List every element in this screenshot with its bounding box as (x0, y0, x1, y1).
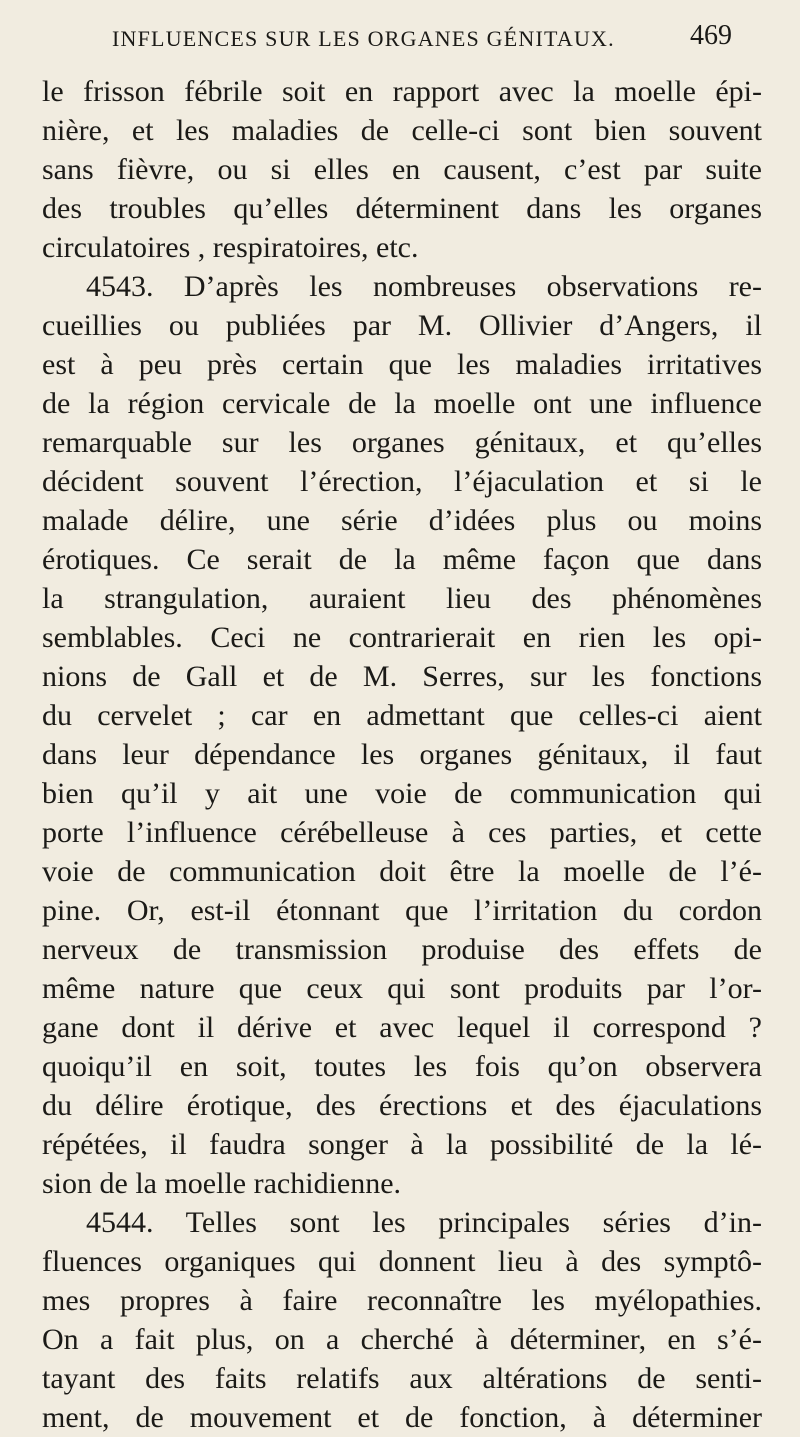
text-line: nions de Gall et de M. Serres, sur les fonctions (42, 660, 762, 693)
running-head (112, 18, 732, 58)
page-number: 469 (690, 20, 732, 51)
text-line: nière, et les maladies de celle-ci sont bien souvent (42, 114, 762, 147)
text-line: ment, de mouvement et de fonction, à déterminer (42, 1401, 762, 1434)
text-line: dans leur dépendance les organes génitaux, il faut (42, 738, 762, 771)
text-line: remarquable sur les organes génitaux, et qu’elles (42, 426, 762, 459)
text-line: du délire érotique, des érections et des éjaculations (42, 1089, 762, 1122)
text-line: circulatoires , respiratoires, etc. (42, 231, 419, 264)
paragraph-4543-start: 4543. D’après les nombreuses observations re- (86, 270, 762, 303)
running-title: INFLUENCES SUR LES ORGANES GÉNITAUX. (112, 26, 615, 51)
text-line: cueillies ou publiées par M. Ollivier d’Angers, il (42, 309, 762, 342)
text-line: érotiques. Ce serait de la même façon que dans (42, 543, 762, 576)
paragraph-4544-start: 4544. Telles sont les principales séries d’in- (86, 1206, 762, 1239)
text-line: nerveux de transmission produise des effets de (42, 933, 762, 966)
text-line: de la région cervicale de la moelle ont une influence (42, 387, 762, 420)
text-line: sans fièvre, ou si elles en causent, c’est par suite (42, 153, 762, 186)
text-line: mes propres à faire reconnaître les myélopathies. (42, 1284, 762, 1317)
text-line: du cervelet ; car en admettant que celles-ci aient (42, 699, 762, 732)
text-line: bien qu’il y ait une voie de communication qui (42, 777, 762, 810)
text-line: quoiqu’il en soit, toutes les fois qu’on observera (42, 1050, 762, 1083)
text-line: est à peu près certain que les maladies irritatives (42, 348, 762, 381)
text-line: le frisson fébrile soit en rapport avec la moelle épi- (42, 75, 762, 108)
text-line: la strangulation, auraient lieu des phénomènes (42, 582, 762, 615)
text-line: des troubles qu’elles déterminent dans les organes (42, 192, 762, 225)
text-line: répétées, il faudra songer à la possibilité de la lé- (42, 1128, 762, 1161)
text-line: décident souvent l’érection, l’éjaculation et si le (42, 465, 762, 498)
text-line: On a fait plus, on a cherché à déterminer, en s’é- (42, 1323, 762, 1356)
text-line: fluences organiques qui donnent lieu à des symptô- (42, 1245, 762, 1278)
text-line: tayant des faits relatifs aux altérations de senti- (42, 1362, 762, 1395)
text-line: sion de la moelle rachidienne. (42, 1167, 402, 1200)
text-line: semblables. Ceci ne contrarierait en rien les opi- (42, 621, 762, 654)
text-line: gane dont il dérive et avec lequel il correspond ? (42, 1011, 762, 1044)
text-line: même nature que ceux qui sont produits par l’or- (42, 972, 762, 1005)
text-line: pine. Or, est-il étonnant que l’irritation du cordon (42, 894, 762, 927)
text-line: malade délire, une série d’idées plus ou moins (42, 504, 762, 537)
text-line: voie de communication doit être la moelle de l’é- (42, 855, 762, 888)
text-line: porte l’influence cérébelleuse à ces parties, et cette (42, 816, 762, 849)
